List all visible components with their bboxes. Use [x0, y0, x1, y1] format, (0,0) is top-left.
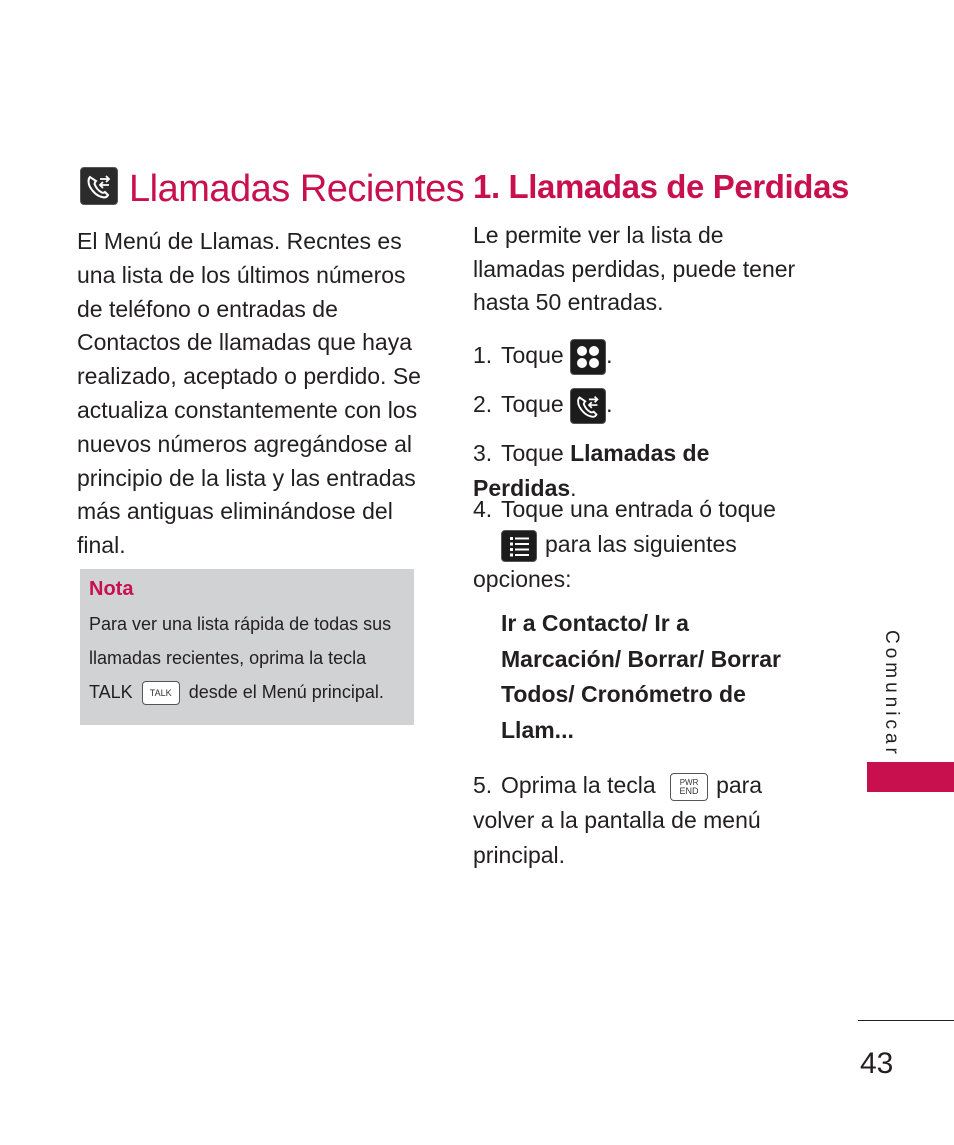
note-text [89, 607, 405, 709]
note-text-after: desde el Menú principal. [188, 682, 384, 702]
key-bottom-label: END [679, 785, 699, 796]
step-number: 4. [473, 496, 493, 522]
section-title: 1. Llamadas de Perdidas [473, 168, 849, 205]
section-intro: Le permite ver la lista de llamadas perdidas, puede tener hasta 50 entradas. [473, 222, 796, 316]
step-punct: . [606, 391, 613, 417]
note-box [80, 569, 414, 725]
step-number: 3. [473, 440, 493, 466]
step-text: Toque [501, 391, 564, 417]
step-text-after: para volver a la pantalla de menú principal. [473, 772, 763, 868]
step-punct: . [570, 475, 577, 501]
step-number: 1. [473, 342, 493, 368]
page-title: Llamadas Recientes [129, 168, 465, 210]
options-list-icon [501, 530, 537, 562]
step-text-after: para las siguientes opciones: [473, 531, 737, 592]
side-tab-marker [867, 762, 954, 792]
call-log-icon [80, 167, 118, 205]
step-5 [473, 768, 813, 873]
step-text: Toque [501, 342, 564, 368]
menu-grid-icon [570, 339, 606, 375]
footer-rule [858, 1020, 954, 1021]
step-bold-label: Llamadas de Perdidas [473, 440, 710, 501]
step-1 [473, 338, 813, 375]
key-top-label: PWR [679, 777, 699, 787]
step-text: Oprima la tecla [501, 772, 656, 798]
step-punct: . [606, 342, 613, 368]
side-tab-label: Comunicar [881, 630, 902, 758]
step-text: Toque una entrada ó toque [501, 496, 776, 522]
step-4 [473, 492, 813, 597]
page-number: 43 [860, 1047, 894, 1080]
step-2 [473, 387, 813, 424]
note-text-before: Para ver una lista rápida de todas sus llamadas recientes, oprima la tecla TALK [89, 614, 392, 702]
step-number: 5. [473, 772, 493, 798]
talk-key-icon: TALK [142, 681, 180, 705]
step-number: 2. [473, 391, 493, 417]
intro-paragraph: El Menú de Llamas. Recntes es una lista de los últimos números de teléfono o entradas de Contactos de llamadas que haya realizado, aceptado o perdido. Se actualiza constantemente con los nuevos números agregándose al principio de la lista y las entradas más antiguas eliminándose del final. [77, 228, 421, 559]
note-title: Nota [89, 578, 134, 600]
options-list: Ir a Contacto/ Ir a Marcación/ Borrar/ Borrar Todos/ Cronómetro de Llam... [501, 610, 781, 743]
step-text: Toque [501, 440, 564, 466]
power-end-key-icon [670, 773, 708, 801]
call-log-icon [570, 388, 606, 424]
